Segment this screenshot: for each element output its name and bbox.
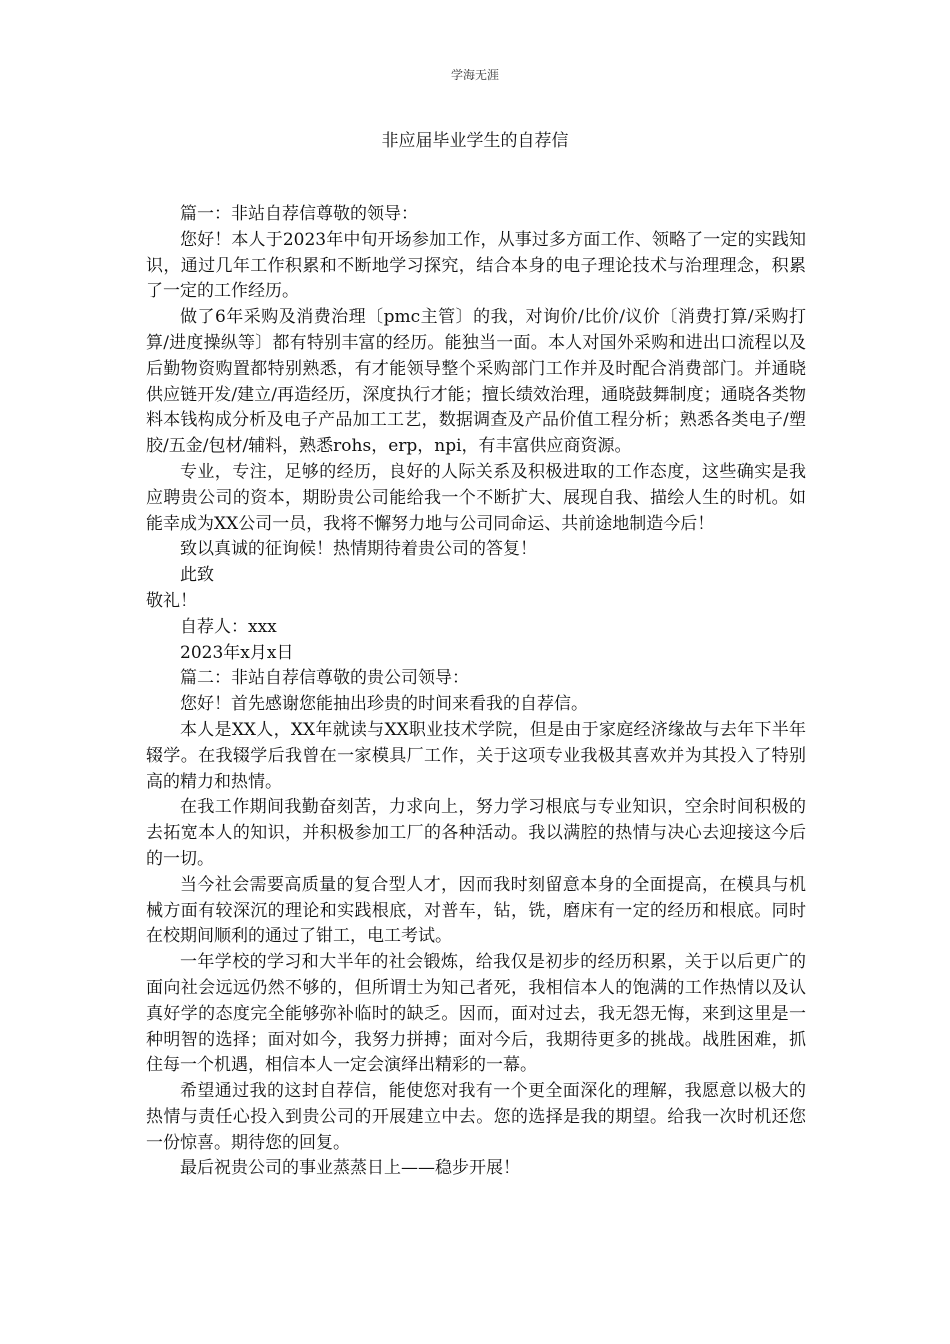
paragraph: 本人是XX人，XX年就读与XX职业技术学院，但是由于家庭经济缘故与去年下半年辍学。在我辍学后我曾在一家模具厂工作，关于这项专业我极其喜欢并为其投入了特别高的精力和热情。 [146,719,806,792]
paragraph: 敬礼！ [146,590,197,611]
paragraph: 专业，专注，足够的经历，良好的人际关系及积极进取的工作态度，这些确实是我应聘贵公司的资本，期盼贵公司能给我一个不断扩大、展现自我、描绘人生的时机。如能幸成为XX公司一员，我将不懈努力地与公司同命运、共前途地制造今后！ [146,461,806,534]
paragraph: 希望通过我的这封自荐信，能使您对我有一个更全面深化的理解，我愿意以极大的热情与责任心投入到贵公司的开展建立中去。您的选择是我的期望。给我一次时机还您一份惊喜。期待您的回复。 [146,1081,806,1153]
paragraph: 您好！首先感谢您能抽出珍贵的时间来看我的自荐信。 [180,694,588,715]
paragraph: 致以真诚的征询候！热情期待着贵公司的答复！ [180,539,537,560]
paragraph: 自荐人：xxx [180,616,277,637]
document-title: 非应届毕业学生的自荐信 [381,131,569,151]
page-header: 学海无涯 [450,68,499,82]
paragraph: 当今社会需要高质量的复合型人才，因而我时刻留意本身的全面提高，在模具与机械方面有较深沉的理论和实践根底，对普车，钻，铣，磨床有一定的经历和根底。同时在校期间顺利的通过了钳工，电工考试。 [146,874,806,947]
paragraph: 在我工作期间我勤奋刻苦，力求向上，努力学习根底与专业知识，空余时间积极的去拓宽本人的知识，并积极参加工厂的各种活动。我以满腔的热情与决心去迎接这今后的一切。 [146,797,806,869]
paragraph: 做了6年采购及消费治理〔pmc主管〕的我，对询价/比价/议价〔消费打算/采购打算/进度操纵等〕都有特别丰富的经历。能独当一面。本人对国外采购和进出口流程以及后勤物资购置都特别熟悉，有才能领导整个采购部门工作并及时配合消费部门。并通晓供应链开发/建立/再造经历，深度执行才能；擅长绩效治理，通晓鼓舞制度；通晓各类物料本钱构成分析及电子产品加工工艺，数据调查及产品价值工程分析；熟悉各类电子/塑胶/五金/包材/辅料，熟悉rohs，erp，npi，有丰富供应商资源。 [146,307,806,457]
paragraph: 一年学校的学习和大半年的社会锻炼，给我仅是初步的经历积累，关于以后更广的面向社会远远仍然不够的，但所谓士为知己者死，我相信本人的饱满的工作热情以及认真好学的态度完全能够弥补临时的缺乏。因而，面对过去，我无怨无悔，来到这里是一种明智的选择；面对如今，我努力拼搏；面对今后，我期待更多的挑战。战胜困难，抓住每一个机遇，相信本人一定会演绎出精彩的一幕。 [146,952,806,1076]
document-body [146,202,806,1182]
paragraph: 最后祝贵公司的事业蒸蒸日上——稳步开展！ [180,1158,520,1179]
paragraph: 篇一：非站自荐信尊敬的领导： [180,204,418,224]
paragraph: 此致 [180,565,214,586]
paragraph: 您好！本人于2023年中旬开场参加工作，从事过多方面工作、领略了一定的实践知识，通过几年工作积累和不断地学习探究，结合本身的电子理论技术与治理理念，积累了一定的工作经历。 [146,229,806,302]
paragraph: 篇二：非站自荐信尊敬的贵公司领导： [180,668,469,689]
paragraph: 2023年x月x日 [180,642,294,663]
